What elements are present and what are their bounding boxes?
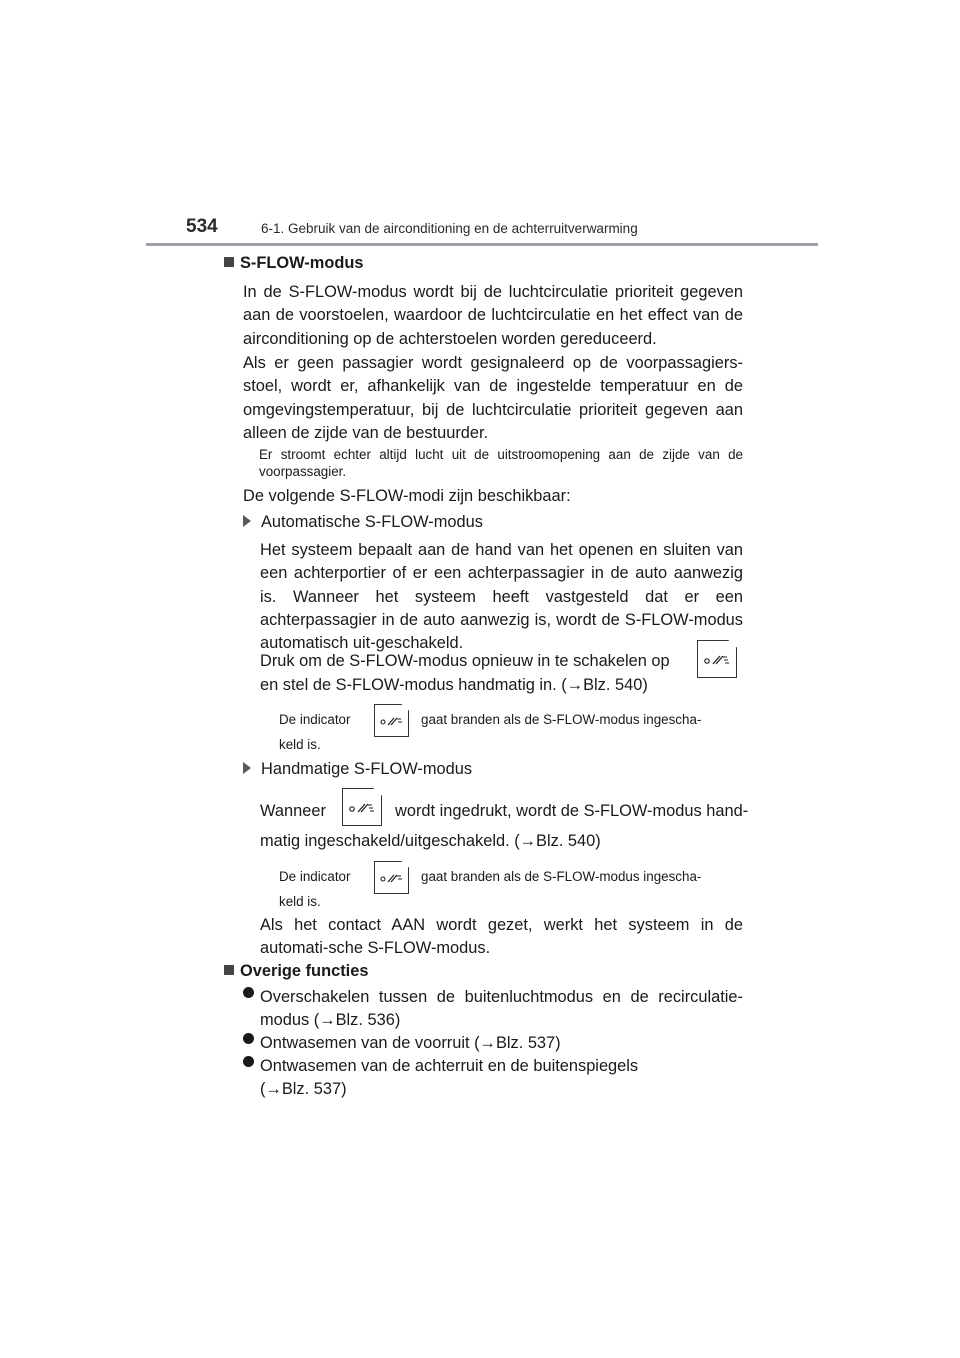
indicator-a-text-end: keld is. bbox=[279, 737, 321, 752]
sflow-heading: S-FLOW-modus bbox=[224, 254, 364, 273]
header-rule bbox=[146, 243, 818, 246]
contact-paragraph: Als het contact AAN wordt gezet, werkt het systeem in de automati-sche S-FLOW-modus. bbox=[260, 916, 743, 958]
s-flow-button-icon bbox=[342, 788, 382, 826]
triangle-bullet-icon bbox=[243, 762, 251, 774]
other-item-2: Ontwasemen van de voorruit (→Blz. 537) bbox=[260, 1034, 561, 1052]
sflow-paragraph-1: In de S-FLOW-modus wordt bij de luchtcirculatie prioriteit gegeven aan de voorstoelen, waardoor de luchtcirculatie en het effect van de airconditioning op de achterstoelen worden gereduceerd. bbox=[243, 283, 743, 348]
manual-mode-text-a: Wanneer bbox=[260, 802, 326, 820]
manual-mode-text-b: wordt ingedrukt, wordt de S-FLOW-modus hand- bbox=[395, 802, 749, 820]
indicator-b-text: gaat branden als de S-FLOW-modus ingescha- bbox=[421, 869, 702, 884]
auto-mode-paragraph: Het systeem bepaalt aan de hand van het openen en sluiten van een achterportier of er een achterpassagier in de auto aanwezig is. Wanneer het systeem heeft vastgesteld dat er een achterpassagier in de auto aanwezig is, wordt de S-FLOW-modus automatisch uit-geschakeld. bbox=[260, 541, 743, 653]
sflow-paragraph-2: Als er geen passagier wordt gesignaleerd op de voorpassagiers-stoel, wordt er, afhankelijk van de ingestelde temperatuur en de omgevingstemperatuur, bij de luchtcirculatie prioriteit gegeven aan alleen de zijde van de bestuurder. bbox=[243, 354, 743, 442]
auto-mode-title: Automatische S-FLOW-modus bbox=[243, 511, 483, 534]
indicator-a-text: gaat branden als de S-FLOW-modus ingescha- bbox=[421, 712, 702, 727]
manual-mode-text-c: matig ingeschakeld/uitgeschakeld. (→Blz. 540) bbox=[260, 832, 601, 850]
sflow-note: Er stroomt echter altijd lucht uit de uitstroomopening aan de zijde van de voorpassagier. bbox=[259, 447, 743, 479]
other-functions-heading: Overige functies bbox=[224, 962, 368, 981]
bullet-dot-icon bbox=[243, 986, 254, 1004]
chapter-title: 6-1. Gebruik van de airconditioning en de achterruitverwarming bbox=[261, 221, 638, 236]
s-flow-button-icon bbox=[697, 640, 737, 678]
bullet-dot-icon bbox=[243, 1055, 254, 1073]
square-bullet-icon bbox=[224, 965, 234, 975]
indicator-a-label: De indicator bbox=[279, 712, 351, 727]
indicator-b-label: De indicator bbox=[279, 869, 351, 884]
other-item-3: Ontwasemen van de achterruit en de buitenspiegels (→Blz. 537) bbox=[260, 1057, 639, 1099]
triangle-bullet-icon bbox=[243, 515, 251, 527]
indicator-b-text-end: keld is. bbox=[279, 894, 321, 909]
manual-mode-title: Handmatige S-FLOW-modus bbox=[243, 758, 472, 781]
s-flow-indicator-icon bbox=[374, 861, 409, 894]
page-number: 534 bbox=[186, 216, 218, 237]
s-flow-indicator-icon bbox=[374, 704, 409, 737]
other-item-1: Overschakelen tussen de buitenluchtmodus en de recirculatie-modus (→Blz. 536) bbox=[260, 988, 743, 1030]
sflow-intro: De volgende S-FLOW-modi zijn beschikbaar: bbox=[243, 487, 571, 505]
auto-mode-press-line-2: en stel de S-FLOW-modus handmatig in. (→Blz. 540) bbox=[260, 676, 648, 694]
auto-mode-press-line-1: Druk om de S-FLOW-modus opnieuw in te schakelen op bbox=[260, 652, 670, 670]
bullet-dot-icon bbox=[243, 1032, 254, 1050]
square-bullet-icon bbox=[224, 257, 234, 267]
